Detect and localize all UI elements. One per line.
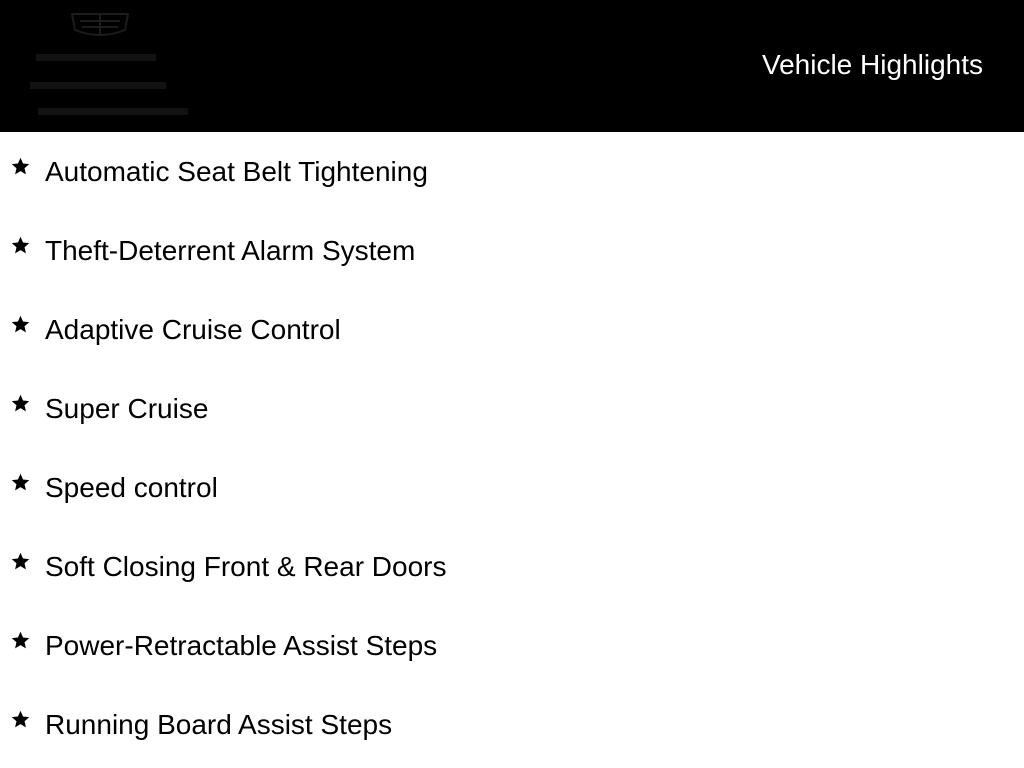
- list-item: [0, 132, 1024, 211]
- highlight-label: Theft-Deterrent Alarm System: [45, 235, 416, 266]
- list-item: [0, 211, 1024, 290]
- star-icon: [10, 156, 31, 177]
- star-icon: [10, 630, 31, 651]
- list-item: [0, 369, 1024, 448]
- highlights-list: [0, 132, 1024, 764]
- header-bar: [0, 0, 1024, 132]
- star-icon: [10, 314, 31, 335]
- star-icon: [10, 709, 31, 730]
- list-item: [0, 527, 1024, 606]
- list-item: [0, 448, 1024, 527]
- star-icon: [10, 551, 31, 572]
- list-item: [0, 685, 1024, 764]
- highlight-label: Power-Retractable Assist Steps: [45, 630, 438, 661]
- page-title: Vehicle Highlights: [761, 49, 983, 80]
- highlight-label: Soft Closing Front & Rear Doors: [45, 551, 447, 582]
- highlight-label: Speed control: [45, 472, 218, 503]
- list-item: [0, 606, 1024, 685]
- brand-crest-logo: [14, 10, 194, 122]
- star-icon: [10, 472, 31, 493]
- star-icon: [10, 393, 31, 414]
- highlight-label: Adaptive Cruise Control: [45, 314, 341, 345]
- highlight-label: Super Cruise: [45, 393, 209, 424]
- list-item: [0, 290, 1024, 369]
- highlight-label: Running Board Assist Steps: [45, 709, 393, 740]
- highlight-label: Automatic Seat Belt Tightening: [45, 156, 428, 187]
- star-icon: [10, 235, 31, 256]
